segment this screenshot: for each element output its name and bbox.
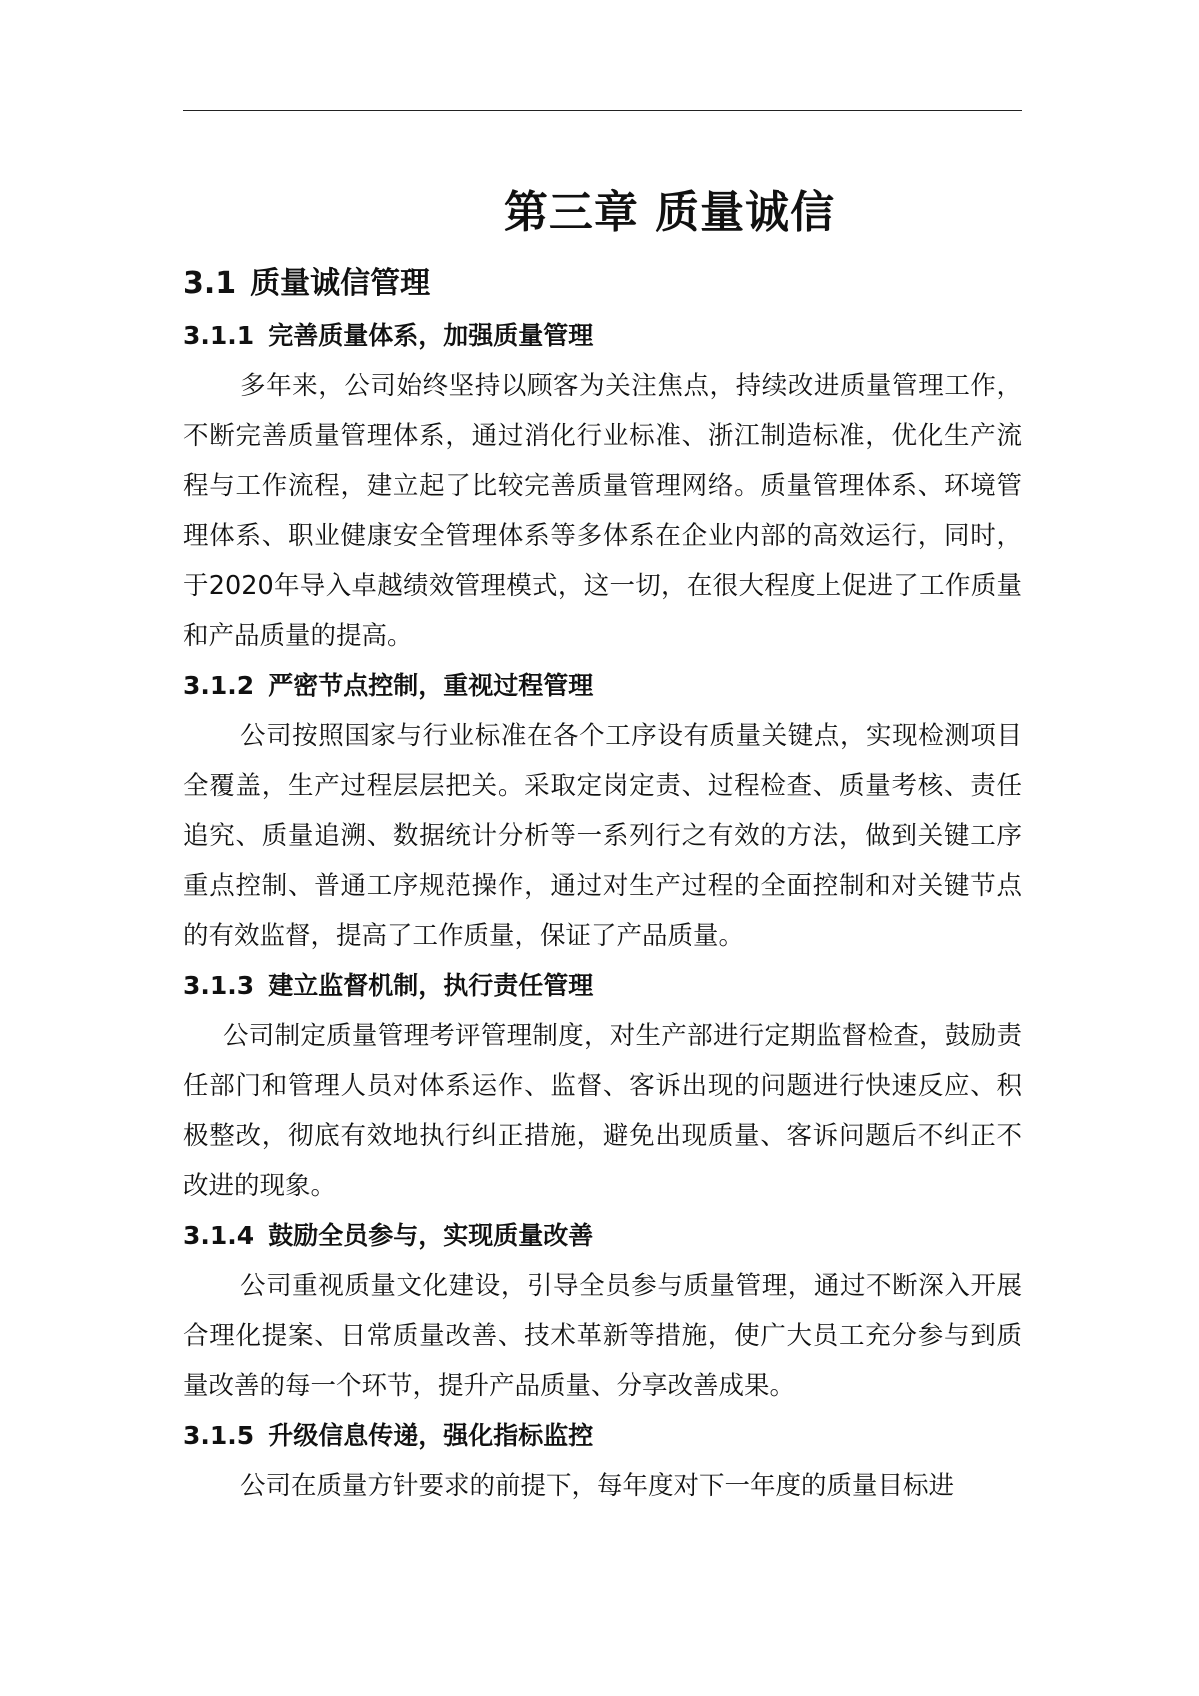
paragraph-3-1-1: 多年来，公司始终坚持以顾客为关注焦点，持续改进质量管理工作，不断完善质量管理体系，通过消化行业标准、浙江制造标准，优化生产流程与工作流程，建立起了比较完善质量管理网络。质量管理体系、环境管理体系、职业健康安全管理体系等多体系在企业内部的高效运行，同时，于2020年导入卓越绩效管理模式，这一切，在很大程度上促进了工作质量和产品质量的提高。 bbox=[183, 371, 1022, 651]
paragraph-3-1-5: 公司在质量方针要求的前提下，每年度对下一年度的质量目标进 bbox=[240, 1471, 955, 1501]
document-body bbox=[183, 257, 1022, 1511]
subsection-title: 完善质量体系，加强质量管理 bbox=[268, 321, 594, 350]
document-page bbox=[183, 0, 1022, 1696]
section-number: 3.1 bbox=[183, 266, 237, 301]
section-title: 质量诚信管理 bbox=[250, 266, 431, 301]
chapter-title: 第三章 质量诚信 bbox=[503, 187, 836, 239]
subsection-number: 3.1.2 bbox=[183, 671, 255, 700]
subsection-number: 3.1.3 bbox=[183, 971, 255, 1000]
subsection-heading-3-1-1 bbox=[183, 311, 1022, 361]
subsection-title: 鼓励全员参与，实现质量改善 bbox=[268, 1221, 594, 1250]
subsection-heading-3-1-3 bbox=[183, 961, 1022, 1011]
subsection-heading-3-1-4 bbox=[183, 1211, 1022, 1261]
section-heading bbox=[183, 257, 1022, 311]
header-rule bbox=[183, 110, 1022, 111]
paragraph-3-1-4: 公司重视质量文化建设，引导全员参与质量管理，通过不断深入开展合理化提案、日常质量改善、技术革新等措施，使广大员工充分参与到质量改善的每一个环节，提升产品质量、分享改善成果。 bbox=[183, 1271, 1022, 1401]
subsection-title: 建立监督机制，执行责任管理 bbox=[268, 971, 594, 1000]
subsection-title: 升级信息传递，强化指标监控 bbox=[268, 1421, 594, 1450]
paragraph-3-1-3: 公司制定质量管理考评管理制度，对生产部进行定期监督检查，鼓励责任部门和管理人员对体系运作、监督、客诉出现的问题进行快速反应、积极整改，彻底有效地执行纠正措施，避免出现质量、客诉问题后不纠正不改进的现象。 bbox=[183, 1021, 1022, 1201]
subsection-number: 3.1.5 bbox=[183, 1421, 255, 1450]
subsection-heading-3-1-2 bbox=[183, 661, 1022, 711]
subsection-number: 3.1.1 bbox=[183, 321, 255, 350]
subsection-number: 3.1.4 bbox=[183, 1221, 255, 1250]
subsection-heading-3-1-5 bbox=[183, 1411, 1022, 1461]
subsection-title: 严密节点控制，重视过程管理 bbox=[268, 671, 594, 700]
paragraph-3-1-2: 公司按照国家与行业标准在各个工序设有质量关键点，实现检测项目全覆盖，生产过程层层把关。采取定岗定责、过程检查、质量考核、责任追究、质量追溯、数据统计分析等一系列行之有效的方法，做到关键工序重点控制、普通工序规范操作，通过对生产过程的全面控制和对关键节点的有效监督，提高了工作质量，保证了产品质量。 bbox=[183, 721, 1022, 951]
